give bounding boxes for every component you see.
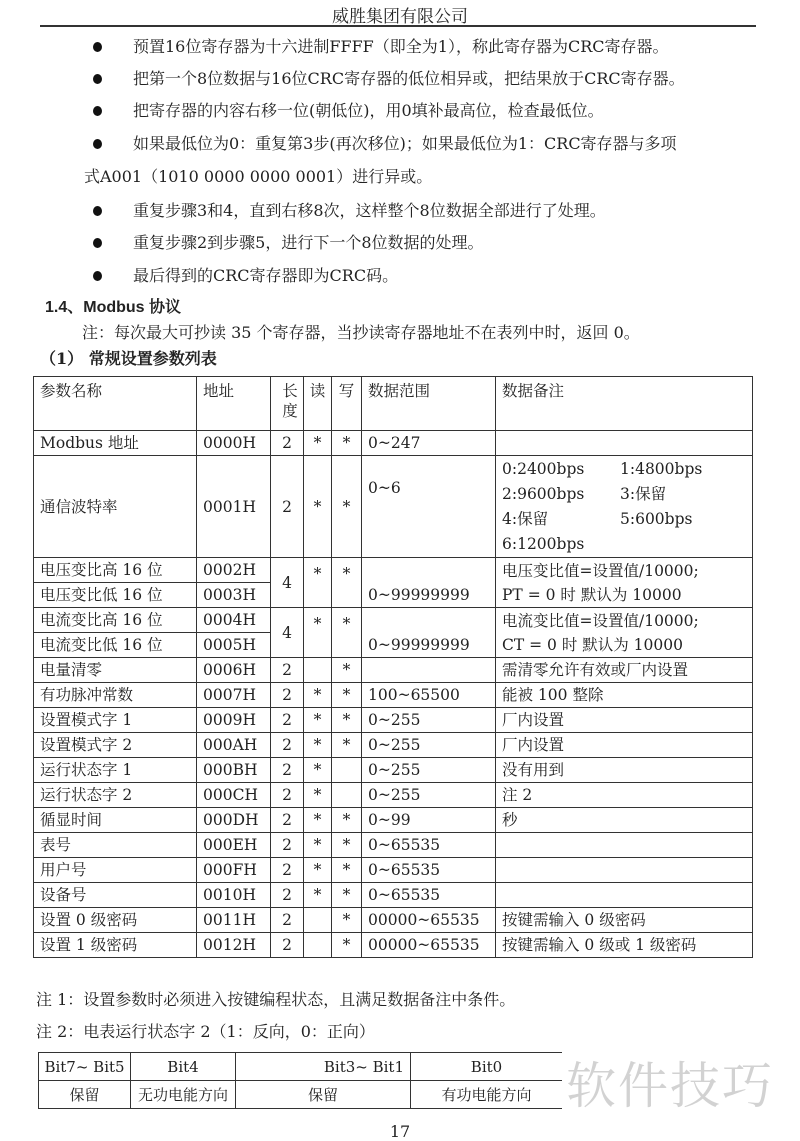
- param-len: 2: [271, 783, 304, 808]
- param-note: [496, 883, 753, 908]
- header-cell: 长度: [271, 377, 304, 431]
- table-row: [34, 558, 753, 583]
- param-write: *: [332, 658, 362, 683]
- table-row: [34, 758, 753, 783]
- note-line: 电压变比值=设置值/10000;: [502, 561, 699, 580]
- param-len: 2: [271, 758, 304, 783]
- baud-option: 5:600bps: [620, 509, 693, 528]
- table-row: [34, 908, 753, 933]
- param-name: 电压变比高 16 位: [34, 558, 197, 583]
- table-row: [34, 808, 753, 833]
- param-name: 电量清零: [34, 658, 197, 683]
- param-write: *: [332, 808, 362, 833]
- param-addr: 0000H: [197, 431, 271, 456]
- param-name: 设置 1 级密码: [34, 933, 197, 958]
- param-write: *: [332, 858, 362, 883]
- page-number: 17: [389, 1122, 411, 1141]
- param-note: 厂内设置: [496, 733, 753, 758]
- param-name: 运行状态字 2: [34, 783, 197, 808]
- param-name: 电压变比低 16 位: [34, 583, 197, 608]
- param-name: 运行状态字 1: [34, 758, 197, 783]
- param-len: 2: [271, 456, 304, 558]
- param-range: 0~6: [362, 456, 496, 558]
- param-note: 没有用到: [496, 758, 753, 783]
- table-row: [34, 431, 753, 456]
- param-write: *: [332, 558, 362, 608]
- bullet-icon: [93, 42, 102, 52]
- list-item: 把第一个8位数据与16位CRC寄存器的低位相异或，把结果放于CRC寄存器。: [133, 69, 685, 88]
- param-len: 2: [271, 733, 304, 758]
- table-row: [34, 733, 753, 758]
- baud-option: 6:1200bps: [502, 534, 585, 553]
- section-title: 1.4、Modbus 协议: [45, 299, 182, 316]
- param-name: 设备号: [34, 883, 197, 908]
- param-note: 注 2: [496, 783, 753, 808]
- note-2: 注 2：电表运行状态字 2（1：反向，0：正向）: [36, 1022, 375, 1041]
- param-name: Modbus 地址: [34, 431, 197, 456]
- param-range: 0~255: [362, 708, 496, 733]
- param-note: [496, 558, 753, 608]
- table-row: [34, 883, 753, 908]
- param-name: 循显时间: [34, 808, 197, 833]
- table-row: [34, 708, 753, 733]
- param-range: 00000~65535: [362, 933, 496, 958]
- param-write: *: [332, 431, 362, 456]
- baud-option: 1:4800bps: [620, 459, 703, 478]
- param-len: 2: [271, 658, 304, 683]
- page-header: 威胜集团有限公司: [332, 7, 468, 27]
- param-write: *: [332, 683, 362, 708]
- param-name: 设置模式字 2: [34, 733, 197, 758]
- baud-options: [496, 456, 753, 558]
- bits-header-cell: Bit3~ Bit1: [236, 1053, 411, 1081]
- param-write: *: [332, 908, 362, 933]
- param-addr: 000FH: [197, 858, 271, 883]
- param-note: 厂内设置: [496, 708, 753, 733]
- param-write: *: [332, 708, 362, 733]
- bullet-icon: [93, 238, 102, 248]
- param-read: *: [304, 833, 332, 858]
- param-read: *: [304, 858, 332, 883]
- param-write: *: [332, 833, 362, 858]
- param-write: *: [332, 456, 362, 558]
- param-read: *: [304, 431, 332, 456]
- param-len: 2: [271, 808, 304, 833]
- bits-header-row: [39, 1053, 563, 1081]
- bits-value-row: [39, 1081, 563, 1109]
- param-write: [332, 758, 362, 783]
- table-row: [34, 858, 753, 883]
- param-note: [496, 833, 753, 858]
- param-len: 2: [271, 883, 304, 908]
- param-len: 2: [271, 431, 304, 456]
- table-row: [34, 833, 753, 858]
- param-write: [332, 783, 362, 808]
- header-cell: 数据备注: [496, 377, 753, 431]
- param-len: 2: [271, 708, 304, 733]
- table-row: [34, 783, 753, 808]
- param-range: 0~99999999: [362, 608, 496, 658]
- header-cell: 地址: [197, 377, 271, 431]
- list-item: 重复步骤2到步骤5，进行下一个8位数据的处理。: [133, 233, 484, 252]
- param-write: *: [332, 883, 362, 908]
- param-range: 0~99999999: [362, 558, 496, 608]
- param-name: 电流变比高 16 位: [34, 608, 197, 633]
- param-note: 需清零允许有效或厂内设置: [496, 658, 753, 683]
- baud-option: 3:保留: [620, 484, 667, 503]
- param-name: 有功脉冲常数: [34, 683, 197, 708]
- param-read: *: [304, 608, 332, 658]
- param-range: 0~65535: [362, 858, 496, 883]
- param-range: [362, 658, 496, 683]
- param-read: *: [304, 558, 332, 608]
- param-addr: 000DH: [197, 808, 271, 833]
- bits-value-cell: 保留: [236, 1081, 411, 1109]
- param-addr: 000AH: [197, 733, 271, 758]
- header-cell: 参数名称: [34, 377, 197, 431]
- param-note: [496, 858, 753, 883]
- param-range: 0~255: [362, 758, 496, 783]
- table-row: [34, 608, 753, 633]
- bits-header-cell: Bit0: [411, 1053, 563, 1081]
- param-read: [304, 908, 332, 933]
- param-read: *: [304, 733, 332, 758]
- section-subtitle: （1） 常规设置参数列表: [40, 349, 217, 368]
- section-note: 注：每次最大可抄读 35 个寄存器，当抄读寄存器地址不在表列中时，返回 0。: [82, 323, 640, 342]
- table-row: [34, 456, 753, 558]
- param-note: [496, 608, 753, 658]
- param-range: 0~255: [362, 733, 496, 758]
- param-addr: 0010H: [197, 883, 271, 908]
- header-cell: 读: [304, 377, 332, 431]
- param-read: *: [304, 808, 332, 833]
- bullet-icon: [93, 106, 102, 116]
- param-read: *: [304, 883, 332, 908]
- param-name: 电流变比低 16 位: [34, 633, 197, 658]
- baud-option: 2:9600bps: [502, 484, 585, 503]
- param-len: 4: [271, 608, 304, 658]
- baud-option: 0:2400bps: [502, 459, 585, 478]
- table-header-row: [34, 377, 753, 431]
- param-name: 设置 0 级密码: [34, 908, 197, 933]
- list-item: 最后得到的CRC寄存器即为CRC码。: [133, 266, 399, 285]
- param-range: 0~65535: [362, 883, 496, 908]
- note-line: 电流变比值=设置值/10000;: [502, 611, 699, 630]
- param-len: 2: [271, 908, 304, 933]
- param-addr: 0009H: [197, 708, 271, 733]
- header-cell: 数据范围: [362, 377, 496, 431]
- header-rule: [40, 25, 756, 27]
- param-len: 2: [271, 933, 304, 958]
- param-read: *: [304, 683, 332, 708]
- list-item-continuation: 式A001（1010 0000 0000 0001）进行异或。: [84, 167, 433, 186]
- header-cell: 写: [332, 377, 362, 431]
- list-item: 预置16位寄存器为十六进制FFFF（即全为1），称此寄存器为CRC寄存器。: [133, 37, 669, 56]
- list-item: 重复步骤3和4，直到右移8次，这样整个8位数据全部进行了处理。: [133, 201, 606, 220]
- param-addr: 0012H: [197, 933, 271, 958]
- param-addr: 000CH: [197, 783, 271, 808]
- bits-header-cell: Bit7~ Bit5: [39, 1053, 131, 1081]
- param-range: 100~65500: [362, 683, 496, 708]
- param-read: [304, 658, 332, 683]
- param-addr: 000BH: [197, 758, 271, 783]
- list-item: 把寄存器的内容右移一位(朝低位)，用0填补最高位，检查最低位。: [133, 101, 604, 120]
- list-item: 如果最低位为0：重复第3步(再次移位)；如果最低位为1：CRC寄存器与多项: [133, 134, 677, 153]
- param-addr: 0001H: [197, 456, 271, 558]
- note-1: 注 1：设置参数时必须进入按键编程状态，且满足数据备注中条件。: [36, 990, 516, 1009]
- bits-value-cell: 无功电能方向: [131, 1081, 236, 1109]
- params-table: [33, 376, 753, 958]
- bits-value-cell: 保留: [39, 1081, 131, 1109]
- watermark: 软件技巧: [566, 1057, 774, 1115]
- param-addr: 0011H: [197, 908, 271, 933]
- note-line: PT = 0 时 默认为 10000: [502, 585, 682, 604]
- param-addr: 0007H: [197, 683, 271, 708]
- param-read: [304, 933, 332, 958]
- param-addr: 0003H: [197, 583, 271, 608]
- param-len: 4: [271, 558, 304, 608]
- param-len: 2: [271, 858, 304, 883]
- param-addr: 0002H: [197, 558, 271, 583]
- param-addr: 0005H: [197, 633, 271, 658]
- param-addr: 000EH: [197, 833, 271, 858]
- bullet-icon: [93, 74, 102, 84]
- param-range: 0~255: [362, 783, 496, 808]
- param-write: *: [332, 933, 362, 958]
- param-len: 2: [271, 833, 304, 858]
- param-range: 0~99: [362, 808, 496, 833]
- param-range: 0~65535: [362, 833, 496, 858]
- baud-option: 4:保留: [502, 509, 549, 528]
- param-note: 按键需输入 0 级或 1 级密码: [496, 933, 753, 958]
- param-read: *: [304, 708, 332, 733]
- param-note: 能被 100 整除: [496, 683, 753, 708]
- bits-header-cell: Bit4: [131, 1053, 236, 1081]
- param-len: 2: [271, 683, 304, 708]
- table-row: [34, 683, 753, 708]
- bits-value-cell: 有功电能方向: [411, 1081, 563, 1109]
- param-name: 用户号: [34, 858, 197, 883]
- param-range: 0~247: [362, 431, 496, 456]
- param-note: 秒: [496, 808, 753, 833]
- param-addr: 0004H: [197, 608, 271, 633]
- status-bits-table: [38, 1052, 562, 1109]
- param-name: 表号: [34, 833, 197, 858]
- param-addr: 0006H: [197, 658, 271, 683]
- note-line: CT = 0 时 默认为 10000: [502, 635, 683, 654]
- table-row: [34, 658, 753, 683]
- param-range: 00000~65535: [362, 908, 496, 933]
- param-read: *: [304, 456, 332, 558]
- param-write: *: [332, 608, 362, 658]
- bullet-icon: [93, 271, 102, 281]
- param-note: 按键需输入 0 级密码: [496, 908, 753, 933]
- table-row: [34, 933, 753, 958]
- param-name: 通信波特率: [34, 456, 197, 558]
- param-write: *: [332, 733, 362, 758]
- bullet-icon: [93, 206, 102, 216]
- bullet-icon: [93, 139, 102, 149]
- param-name: 设置模式字 1: [34, 708, 197, 733]
- param-read: *: [304, 758, 332, 783]
- param-note: [496, 431, 753, 456]
- param-read: *: [304, 783, 332, 808]
